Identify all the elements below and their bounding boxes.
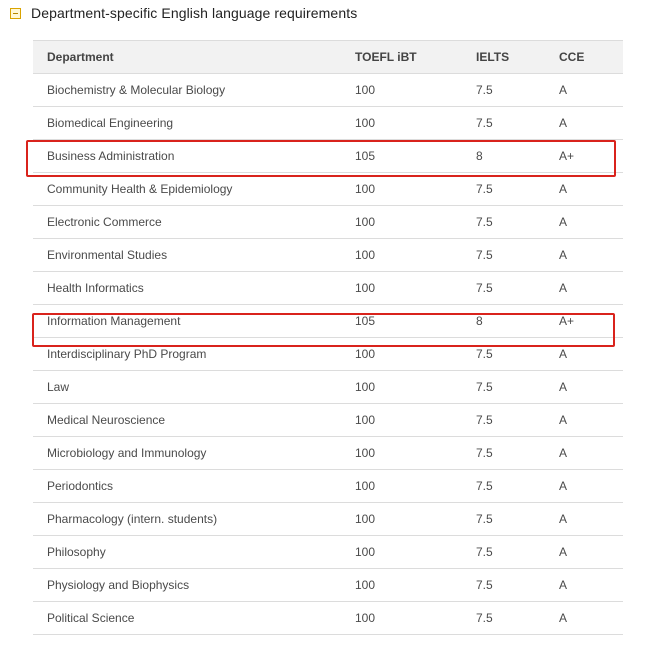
table-row [33, 536, 623, 569]
toefl-cell: 100 [341, 107, 462, 140]
department-cell: Community Health & Epidemiology [33, 173, 341, 206]
cce-cell: A [545, 569, 623, 602]
table-row-highlighted [33, 140, 623, 173]
ielts-cell: 7.5 [462, 338, 545, 371]
ielts-cell: 8 [462, 140, 545, 173]
table-row [33, 470, 623, 503]
table-row [33, 338, 623, 371]
section-title: Department-specific English language requirements [31, 5, 358, 21]
ielts-cell: 7.5 [462, 272, 545, 305]
ielts-cell: 7.5 [462, 602, 545, 635]
cce-cell: A [545, 371, 623, 404]
column-header-toefl: TOEFL iBT [341, 41, 462, 74]
toefl-cell: 100 [341, 437, 462, 470]
cce-cell: A [545, 338, 623, 371]
table-row-highlighted [33, 305, 623, 338]
toefl-cell: 100 [341, 503, 462, 536]
table-row [33, 602, 623, 635]
department-cell: Biomedical Engineering [33, 107, 341, 140]
column-header-department: Department [33, 41, 341, 74]
table-row [33, 173, 623, 206]
cce-cell: A [545, 74, 623, 107]
department-cell: Interdisciplinary PhD Program [33, 338, 341, 371]
toefl-cell: 100 [341, 536, 462, 569]
cce-cell: A [545, 272, 623, 305]
department-cell: Pharmacology (intern. students) [33, 503, 341, 536]
cce-cell: A+ [545, 305, 623, 338]
toefl-cell: 100 [341, 239, 462, 272]
ielts-cell: 7.5 [462, 470, 545, 503]
table-row [33, 437, 623, 470]
department-cell: Medical Neuroscience [33, 404, 341, 437]
section-header[interactable] [10, 0, 357, 26]
department-cell: Biochemistry & Molecular Biology [33, 74, 341, 107]
cce-cell: A [545, 107, 623, 140]
ielts-cell: 7.5 [462, 569, 545, 602]
department-cell: Political Science [33, 602, 341, 635]
toefl-cell: 100 [341, 602, 462, 635]
table-row [33, 569, 623, 602]
department-cell: Physiology and Biophysics [33, 569, 341, 602]
department-cell: Law [33, 371, 341, 404]
cce-cell: A [545, 470, 623, 503]
ielts-cell: 7.5 [462, 239, 545, 272]
department-cell: Philosophy [33, 536, 341, 569]
cce-cell: A [545, 536, 623, 569]
table-row [33, 503, 623, 536]
ielts-cell: 8 [462, 305, 545, 338]
cce-cell: A [545, 173, 623, 206]
toefl-cell: 100 [341, 173, 462, 206]
toefl-cell: 105 [341, 305, 462, 338]
toefl-cell: 100 [341, 74, 462, 107]
table-row [33, 272, 623, 305]
toefl-cell: 100 [341, 206, 462, 239]
department-cell: Periodontics [33, 470, 341, 503]
table-row [33, 404, 623, 437]
toefl-cell: 100 [341, 272, 462, 305]
toefl-cell: 100 [341, 371, 462, 404]
collapse-toggle-icon[interactable] [10, 8, 21, 19]
table-row [33, 239, 623, 272]
table-header-row [33, 41, 623, 74]
table-row [33, 371, 623, 404]
cce-cell: A [545, 206, 623, 239]
table-row [33, 206, 623, 239]
toefl-cell: 105 [341, 140, 462, 173]
cce-cell: A [545, 503, 623, 536]
department-cell: Health Informatics [33, 272, 341, 305]
department-cell: Information Management [33, 305, 341, 338]
toefl-cell: 100 [341, 569, 462, 602]
toefl-cell: 100 [341, 404, 462, 437]
table-row [33, 74, 623, 107]
cce-cell: A [545, 239, 623, 272]
department-cell: Microbiology and Immunology [33, 437, 341, 470]
requirements-table [33, 40, 623, 635]
toefl-cell: 100 [341, 338, 462, 371]
toefl-cell: 100 [341, 470, 462, 503]
cce-cell: A [545, 404, 623, 437]
department-cell: Business Administration [33, 140, 341, 173]
column-header-ielts: IELTS [462, 41, 545, 74]
ielts-cell: 7.5 [462, 173, 545, 206]
department-cell: Environmental Studies [33, 239, 341, 272]
cce-cell: A+ [545, 140, 623, 173]
cce-cell: A [545, 437, 623, 470]
ielts-cell: 7.5 [462, 206, 545, 239]
ielts-cell: 7.5 [462, 74, 545, 107]
ielts-cell: 7.5 [462, 536, 545, 569]
table-row [33, 107, 623, 140]
ielts-cell: 7.5 [462, 503, 545, 536]
ielts-cell: 7.5 [462, 107, 545, 140]
ielts-cell: 7.5 [462, 404, 545, 437]
department-cell: Electronic Commerce [33, 206, 341, 239]
ielts-cell: 7.5 [462, 371, 545, 404]
column-header-cce: CCE [545, 41, 623, 74]
ielts-cell: 7.5 [462, 437, 545, 470]
cce-cell: A [545, 602, 623, 635]
